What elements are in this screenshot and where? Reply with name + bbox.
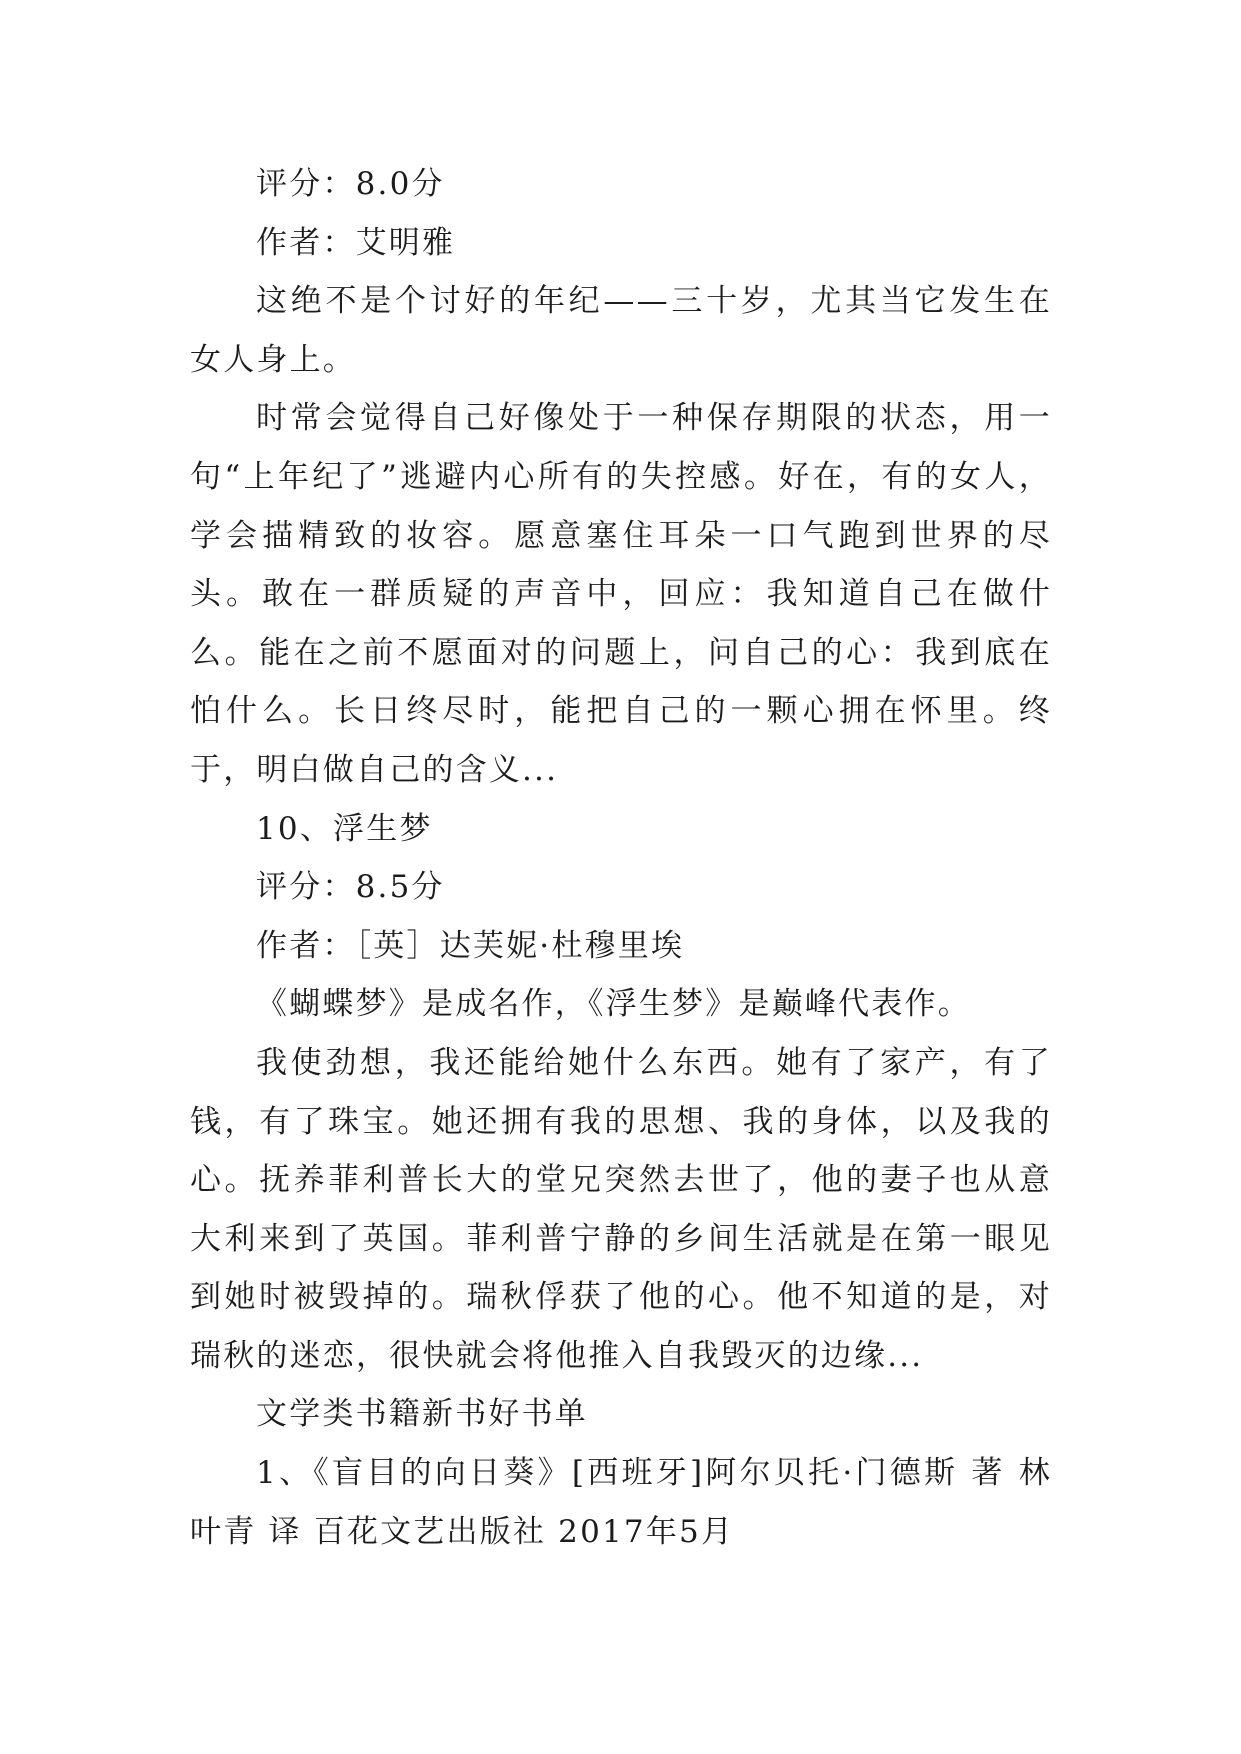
rating-line: 评分：8.0分: [256, 166, 445, 202]
section-heading: 文学类书籍新书好书单: [256, 1396, 588, 1433]
body-paragraph: 我使劲想，我还能给她什么东西。她有了家产，有了钱，有了珠宝。她还拥有我的思想、我的身体，以及我的心。抚养菲利普长大的堂兄突然去世了，他的妻子也从意大利来到了英国。菲利普宁静的乡间生活就是在第一眼见到她时被毁掉的。瑞秋俘获了他的心。他不知道的是，对瑞秋的迷恋，很快就会将他推入自我毁灭的边缘...: [190, 1044, 1052, 1374]
rating-line: 评分：8.5分: [256, 869, 445, 906]
author-line: 作者：艾明雅: [256, 224, 456, 261]
body-paragraph: 这绝不是个讨好的年纪——三十岁，尤其当它发生在女人身上。: [190, 283, 1052, 378]
body-paragraph: 时常会觉得自己好像处于一种保存期限的状态，用一句“上年纪了”逃避内心所有的失控感。好在，有的女人，学会描精致的妆容。愿意塞住耳朵一口气跑到世界的尽头。敢在一群质疑的声音中，回应：我知道自己在做什么。能在之前不愿面对的问题上，问自己的心：我到底在怕什么。长日终尽时，能把自己的一颗心拥在怀里。终于，明白做自己的含义...: [190, 400, 1052, 788]
document-body: [190, 155, 1052, 1561]
author-line: 作者：［英］达芙妮·杜穆里埃: [256, 927, 685, 964]
book-heading: 10、浮生梦: [256, 810, 433, 847]
book-list-item: 1、《盲目的向日葵》[西班牙]阿尔贝托·门德斯 著 林叶青 译 百花文艺出版社 2017年5月: [190, 1455, 1052, 1550]
tagline-paragraph: 《蝴蝶梦》是成名作，《浮生梦》是巅峰代表作。: [256, 986, 971, 1023]
